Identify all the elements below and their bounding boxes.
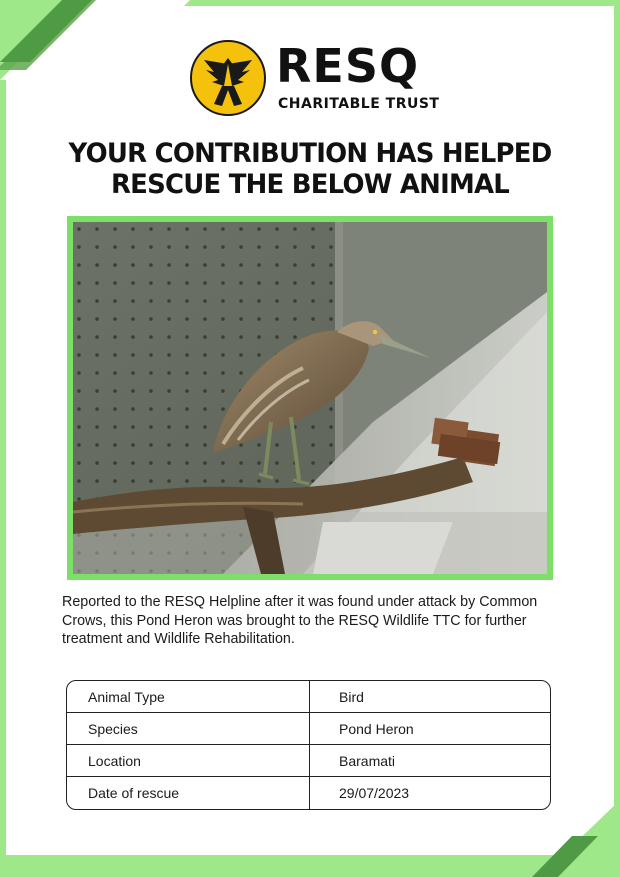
- brand-name: RESQ: [276, 39, 420, 93]
- rescue-description: Reported to the RESQ Helpline after it was found under attack by Common Crows, this Pond Heron was brought to the RESQ Wildlife TTC for further treatment and Wildlife Rehabilitation.: [62, 594, 538, 647]
- frame-left-border: [0, 0, 6, 877]
- table-row: [67, 713, 550, 745]
- table-row: [67, 681, 550, 713]
- resq-logo: [190, 40, 440, 120]
- page-headline: YOUR CONTRIBUTION HAS HELPED RESCUE THE BELOW ANIMAL: [68, 138, 552, 200]
- rescue-details-table: [66, 680, 551, 810]
- location-label: Location: [67, 745, 310, 776]
- animal-type-label: Animal Type: [67, 681, 310, 712]
- animal-photo: [73, 222, 547, 574]
- table-row: [67, 777, 550, 809]
- species-label: Species: [67, 713, 310, 744]
- species-value: Pond Heron: [339, 720, 414, 737]
- table-row: [67, 745, 550, 777]
- bottom-right-corner-stripes: [480, 800, 620, 877]
- rescue-date-value: 29/07/2023: [339, 785, 410, 801]
- frame-right-border: [614, 0, 620, 877]
- animal-type-value: Bird: [339, 688, 364, 705]
- location-value: Baramati: [339, 752, 396, 769]
- brand-subtitle: CHARITABLE TRUST: [278, 96, 440, 112]
- raised-hands-bird-icon: [190, 40, 266, 116]
- top-left-light-band: [0, 0, 190, 80]
- rescue-date-label: Date of rescue: [67, 777, 310, 809]
